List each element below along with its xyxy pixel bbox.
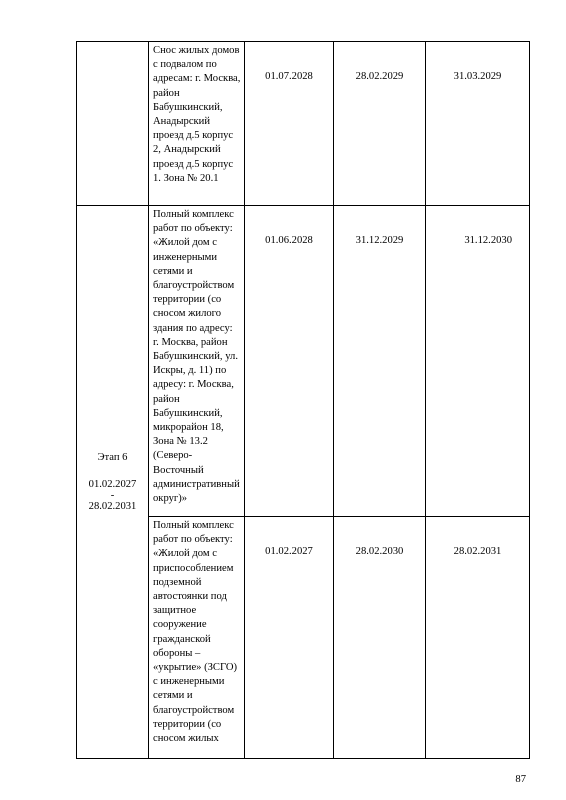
- stage-date-separator: -: [110, 489, 115, 501]
- final-date: 31.03.2029: [453, 71, 502, 82]
- table-row: [77, 42, 530, 206]
- start-date-cell: [245, 517, 334, 759]
- end-date: 28.02.2029: [355, 71, 404, 82]
- start-date: 01.07.2028: [265, 71, 313, 82]
- work-description: Полный комплекс работ по объекту: «Жилой дом с инженерными сетями и благоустройством территории (со сносом жилого здания по адресу: г. Москва, район Бабушкинский, ул. Искры, д. 11) по адресу: г. Москва, район Бабушкинский, микрорайон 18, Зона № 13.2 (Северо-Восточный административный округ)»: [153, 209, 240, 505]
- stage-start-date: 01.02.2027: [88, 478, 137, 490]
- table-row: [77, 206, 530, 517]
- end-date-cell: [334, 517, 426, 759]
- start-date-cell: [245, 42, 334, 206]
- final-date: 28.02.2031: [453, 546, 502, 557]
- work-description: Полный комплекс работ по объекту: «Жилой дом с приспособлением подземной автостоянки под защитное сооружение гражданской обороны – «укрытие» (ЗСГО) с инженерными сетями и благоустройством территории (со сносом жилых: [153, 520, 238, 745]
- stage-title: Этап 6: [97, 451, 128, 463]
- stage-cell-empty: [77, 42, 149, 206]
- stage-end-date: 28.02.2031: [88, 500, 137, 512]
- start-date: 01.06.2028: [265, 235, 313, 246]
- work-description: Снос жилых домов с подвалом по адресам: г. Москва, район Бабушкинский, Анадырский проезд д.5 корпус 2, Анадырский проезд д.5 корпус 1. Зона № 20.1: [153, 45, 241, 184]
- work-description-cell: [149, 206, 245, 517]
- final-date-cell: [426, 517, 530, 759]
- end-date-cell: [334, 206, 426, 517]
- end-date-cell: [334, 42, 426, 206]
- stage-block: [77, 451, 148, 514]
- final-date-cell: [426, 206, 530, 517]
- end-date: 31.12.2029: [355, 235, 404, 246]
- work-description-cell: [149, 517, 245, 759]
- end-date: 28.02.2030: [355, 546, 404, 557]
- final-date: 31.12.2030: [464, 235, 512, 246]
- final-date-cell: [426, 42, 530, 206]
- page-number: 87: [515, 774, 526, 785]
- schedule-table: [76, 41, 530, 759]
- work-description-cell: [149, 42, 245, 206]
- stage-cell: [77, 206, 149, 759]
- start-date: 01.02.2027: [265, 546, 313, 557]
- start-date-cell: [245, 206, 334, 517]
